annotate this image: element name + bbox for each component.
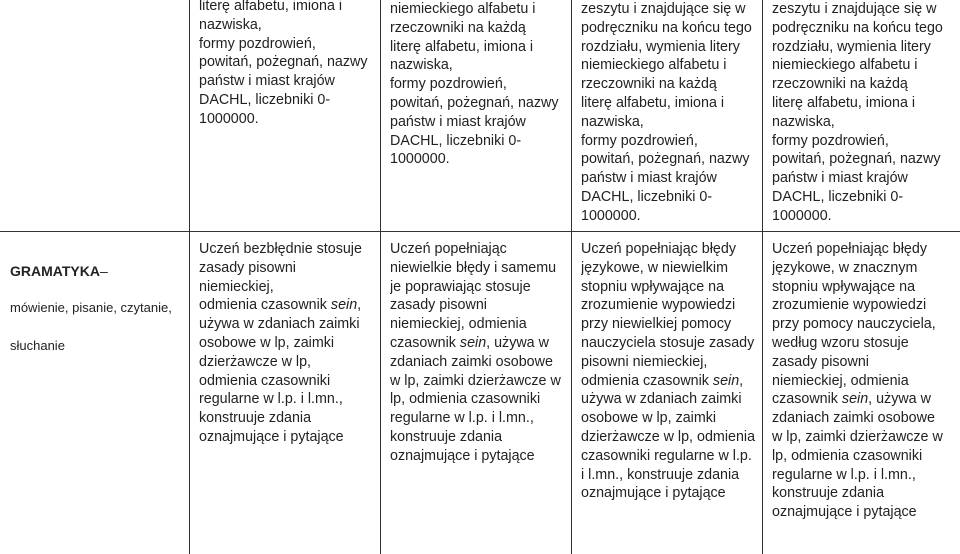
cell-text-line: 1000000.: [581, 207, 641, 224]
cell-text-line: przy pomocy nauczyciela,: [772, 316, 936, 333]
column-divider: [189, 0, 190, 554]
cell-text-line: niewielkie błędy i samemu: [390, 259, 557, 276]
cell-text-line: pisowni niemieckiej,: [581, 353, 708, 370]
cell-text-line: w lp, zaimki dzierżawcze w: [772, 428, 943, 445]
cell-text-line: nauczyciela stosuje zasady: [581, 334, 755, 351]
cell-text-line: powitań, pożegnań, nazwy: [581, 151, 750, 168]
section-title: GRAMATYKA: [10, 262, 100, 279]
cell-text-line: podręczniku na końcu tego: [581, 19, 752, 36]
cell-text-line: zdaniach zaimki osobowe: [772, 410, 935, 427]
cell-r1-c4: [772, 0, 958, 226]
cell-text-line: formy pozdrowień,: [581, 132, 698, 149]
cell-text-line: 1000000.: [390, 151, 450, 168]
cell-text-line: rzeczowniki na każdą: [581, 76, 717, 93]
cell-text-line: osobowe w lp, zaimki: [199, 334, 335, 351]
column-divider: [762, 0, 763, 554]
cell-text-line: odmienia czasownik sein,: [581, 372, 744, 389]
cell-text-line: rozdziału, wymienia litery: [772, 38, 931, 55]
cell-r1-c3: [581, 0, 761, 226]
cell-text-line: czasownik sein, używa w: [772, 391, 931, 408]
cell-r1-c1: [199, 0, 379, 129]
column-divider: [380, 0, 381, 554]
cell-text-line: dzierżawcze w lp, odmienia: [581, 428, 756, 445]
cell-text-line: Uczeń popełniając błędy: [772, 241, 927, 257]
cell-text-line: zasady pisowni: [199, 259, 296, 276]
cell-text-line: lp, odmienia czasowniki: [390, 391, 541, 408]
section-header-gramatyka: [10, 243, 188, 375]
cell-text-line: państw i miast krajów: [581, 170, 717, 187]
cell-text-line: formy pozdrowień,: [772, 132, 889, 149]
cell-text-line: DACHL, liczebniki 0-: [772, 188, 904, 205]
cell-text-line: podręczniku na końcu tego: [772, 19, 943, 36]
cell-text-line: niemieckiej, odmienia: [772, 372, 909, 389]
row-divider: [0, 231, 960, 232]
cell-r2-c4: [772, 240, 958, 522]
cell-text-line: DACHL, liczebniki 0-: [581, 188, 713, 205]
cell-r2-c1: [199, 240, 379, 447]
cell-text-line: niemieckiej, odmienia: [390, 316, 527, 333]
cell-text-line: oznajmujące i pytające: [772, 504, 917, 521]
cell-text-line: zasady pisowni: [390, 297, 487, 314]
cell-text-line: literę alfabetu, imiona i: [390, 38, 534, 55]
cell-text-line: językowe, w znacznym: [772, 259, 918, 276]
cell-text-line: literę alfabetu, imiona i: [772, 94, 916, 111]
cell-text-line: oznajmujące i pytające: [390, 447, 535, 464]
cell-text-line: państw i miast krajów: [772, 170, 908, 187]
column-divider: [571, 0, 572, 554]
cell-text-line: regularne w l.p. i l.mn.,: [390, 410, 534, 427]
cell-text-line: 1000000.: [199, 110, 259, 127]
cell-text-line: odmienia czasowniki: [199, 372, 331, 389]
cell-text-line: konstruuje zdania: [772, 485, 885, 502]
cell-text-line: niemieckiego alfabetu i: [581, 57, 727, 74]
cell-text-line: Uczeń bezbłędnie stosuje: [199, 241, 362, 257]
cell-text-line: stopniu wpływające na: [581, 278, 725, 295]
cell-text-line: powitań, pożegnań, nazwy: [772, 151, 941, 168]
cell-text-line: według wzoru stosuje: [772, 334, 909, 351]
cell-text-line: literę alfabetu, imiona i: [581, 94, 725, 111]
cell-text-line: nazwiska,: [772, 113, 835, 130]
cell-text-line: oznajmujące i pytające: [199, 428, 344, 445]
cell-text-line: i l.mn., konstruuje zdania: [581, 466, 740, 483]
cell-text-line: rzeczowniki na każdą: [390, 19, 526, 36]
cell-text-line: zasady pisowni: [772, 353, 869, 370]
cell-text-line: rozdziału, wymienia litery: [581, 38, 740, 55]
cell-text-line: zdaniach zaimki osobowe: [390, 353, 553, 370]
cell-text-line: nazwiska,: [581, 113, 644, 130]
cell-text-line: odmienia czasownik sein,: [199, 297, 362, 314]
cell-text-line: państw i miast krajów: [390, 113, 526, 130]
cell-text-line: oznajmujące i pytające: [581, 485, 726, 502]
cell-text-line: formy pozdrowień,: [390, 76, 507, 93]
cell-text-line: konstruuje zdania: [199, 410, 312, 427]
cell-text-line: powitań, pożegnań, nazwy: [390, 94, 559, 111]
cell-text-line: literę alfabetu, imiona i: [199, 0, 343, 14]
cell-text-line: językowe, w niewielkim: [581, 259, 728, 276]
cell-text-line: stopniu wpływające na: [772, 278, 916, 295]
cell-text-line: zeszytu i znajdujące się w: [772, 1, 937, 17]
cell-text-line: osobowe w lp, zaimki: [581, 410, 717, 427]
section-title-dash: –: [99, 262, 108, 279]
section-skills-line1: mówienie, pisanie, czytanie,: [10, 300, 172, 316]
cell-text-line: używa w zdaniach zaimki: [581, 391, 742, 408]
cell-text-line: dzierżawcze w lp,: [199, 353, 312, 370]
cell-text-line: niemieckiej,: [199, 278, 274, 295]
cell-text-line: używa w zdaniach zaimki: [199, 316, 360, 333]
cell-text-line: czasowniki regularne w l.p.: [581, 447, 752, 464]
cell-text-line: lp, odmienia czasowniki: [772, 447, 923, 464]
cell-r1-c2: [390, 0, 570, 169]
cell-text-line: nazwiska,: [390, 57, 453, 74]
cell-text-line: zeszytu i znajdujące się w: [581, 1, 746, 17]
cell-text-line: formy pozdrowień,: [199, 35, 316, 52]
cell-text-line: Uczeń popełniając błędy: [581, 241, 736, 257]
cell-text-line: niemieckiego alfabetu i: [772, 57, 918, 74]
cell-text-line: regularne w l.p. i l.mn.,: [772, 466, 916, 483]
cell-text-line: 1000000.: [772, 207, 832, 224]
cell-text-line: konstruuje zdania: [390, 428, 503, 445]
cell-text-line: nazwiska,: [199, 16, 262, 33]
cell-r2-c3: [581, 240, 761, 503]
cell-text-line: w lp, zaimki dzierżawcze w: [390, 372, 561, 389]
cell-text-line: DACHL, liczebniki 0-: [390, 132, 522, 149]
cell-text-line: zrozumienie wypowiedzi: [581, 297, 736, 314]
section-skills-line2: słuchanie: [10, 337, 65, 353]
cell-text-line: Uczeń popełniając: [390, 241, 507, 257]
cell-text-line: regularne w l.p. i l.mn.,: [199, 391, 343, 408]
cell-text-line: zrozumienie wypowiedzi: [772, 297, 927, 314]
cell-text-line: je poprawiając stosuje: [390, 278, 531, 295]
cell-text-line: przy niewielkiej pomocy: [581, 316, 732, 333]
cell-text-line: DACHL, liczebniki 0-: [199, 91, 331, 108]
cell-text-line: państw i miast krajów: [199, 73, 335, 90]
cell-text-line: czasownik sein, używa w: [390, 334, 549, 351]
cell-text-line: rzeczowniki na każdą: [772, 76, 908, 93]
cell-text-line: niemieckiego alfabetu i: [390, 1, 536, 17]
cell-text-line: powitań, pożegnań, nazwy: [199, 54, 368, 71]
cell-r2-c2: [390, 240, 570, 466]
